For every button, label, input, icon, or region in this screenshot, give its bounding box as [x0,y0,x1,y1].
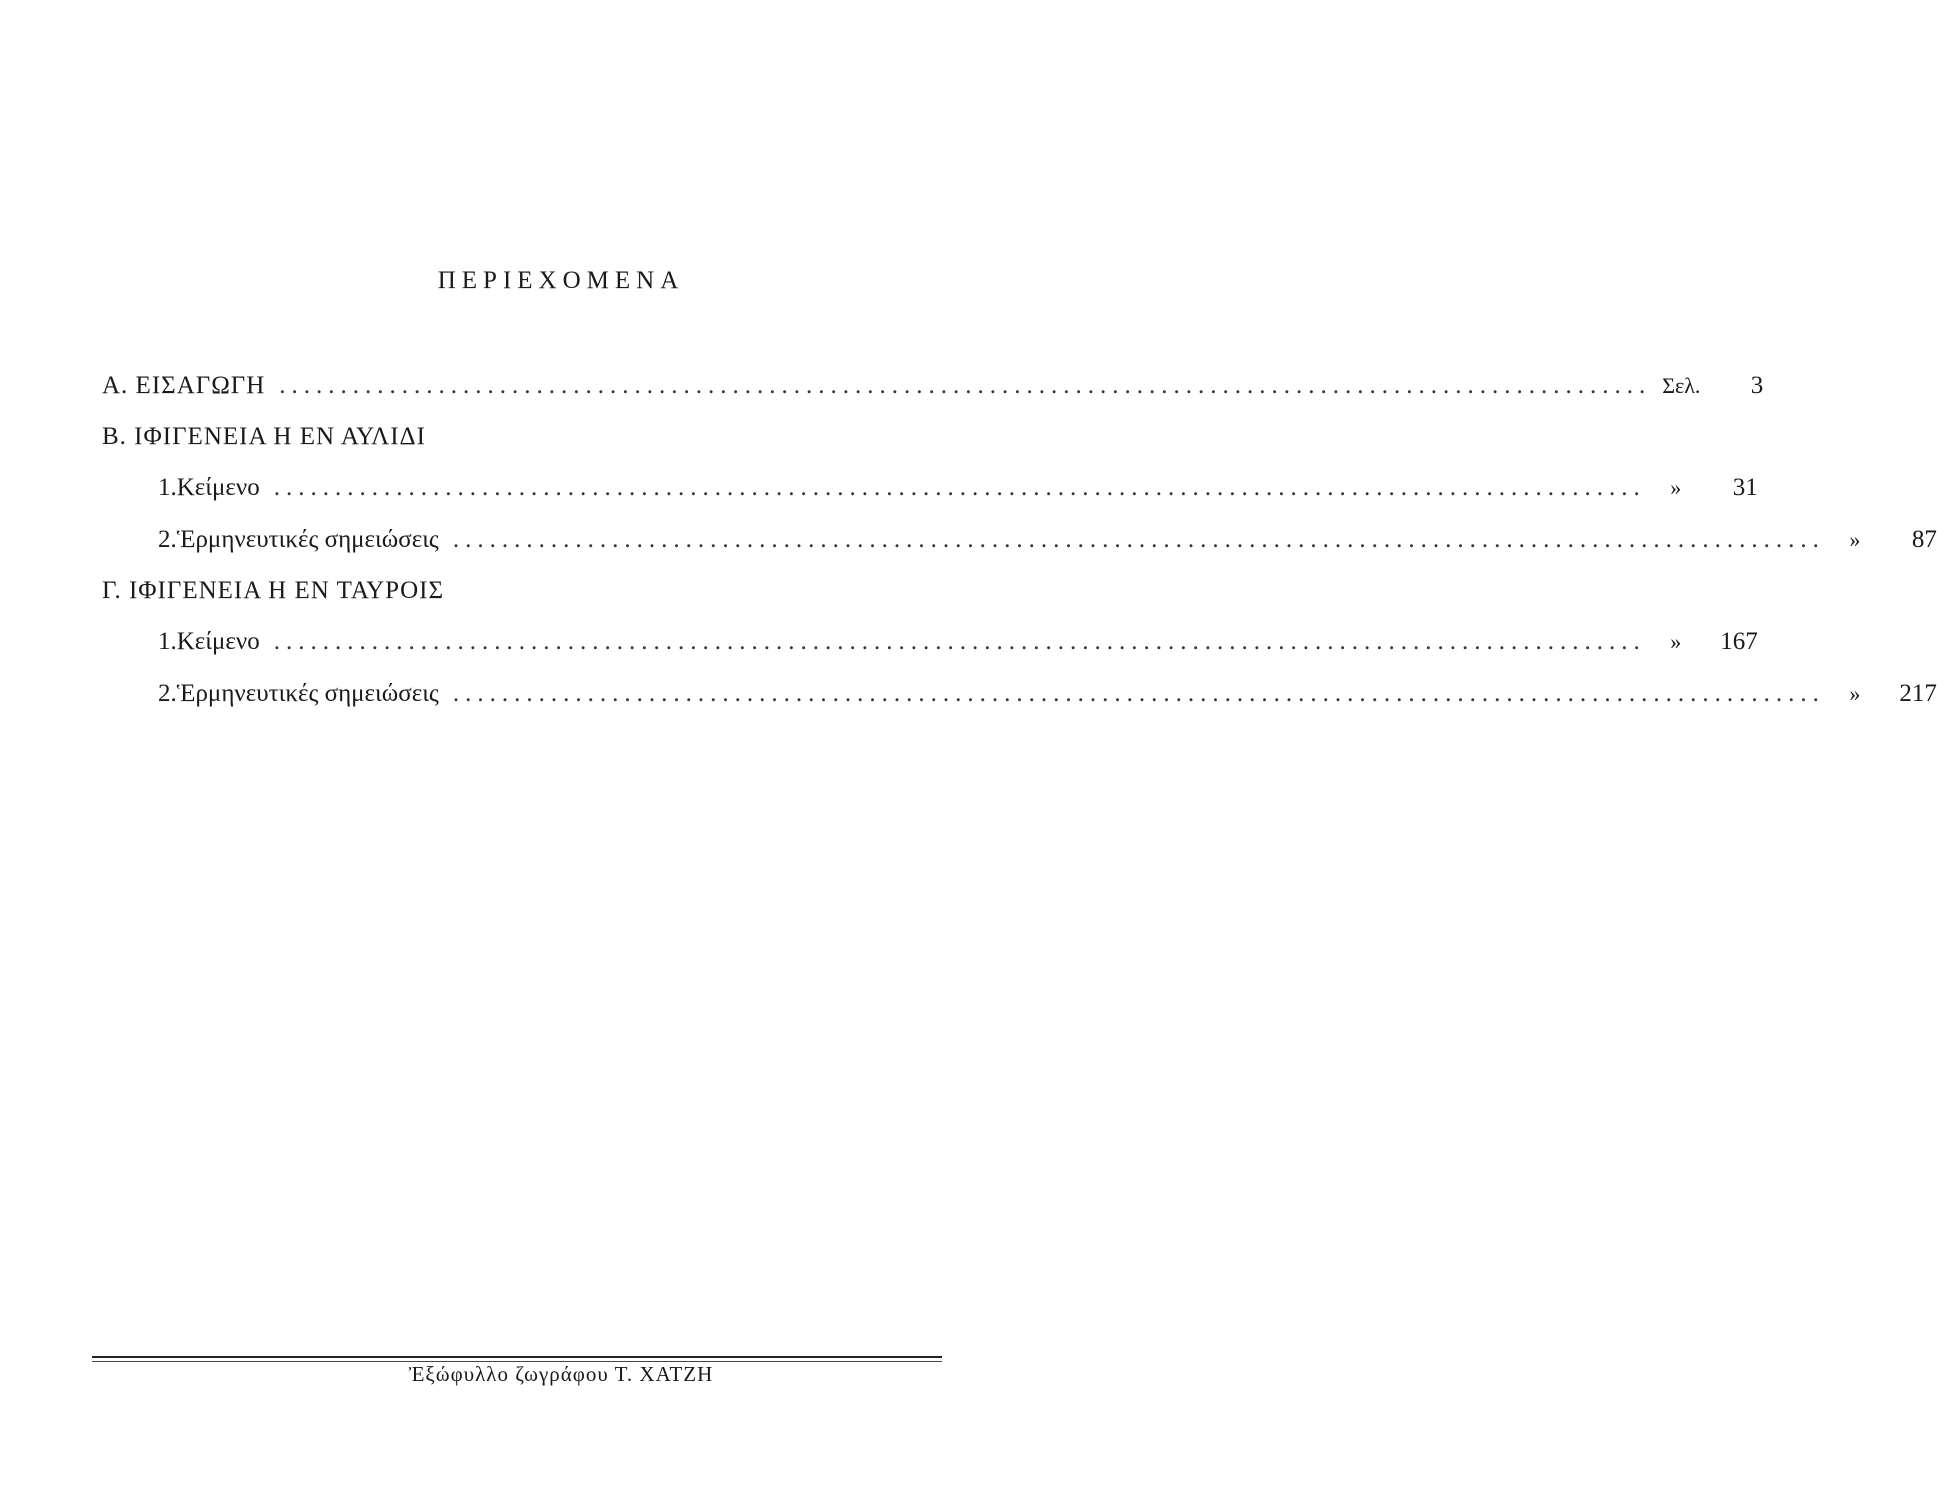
toc-entry-tauris-text[interactable] [102,616,1758,668]
toc-section-label: Β. ΙΦΙΓΕΝΕΙΑ Η ΕΝ ΑΥΛΙΔΙ [102,423,426,450]
footer-divider [92,1356,942,1358]
page-abbreviation: Σελ. [1662,373,1701,398]
page-title: ΠΕΡΙΕΧΟΜΕΝΑ [437,266,685,294]
toc-entry-label: Κείμενο [176,474,260,501]
ditto-mark: » [1849,527,1861,552]
toc-entry-number: 2. [158,526,177,553]
toc-entry-number: 1. [158,474,177,501]
toc-entry-label: Ἑρμηνευτικές σημειώσεις [176,680,439,707]
toc-entry-number: 2. [158,680,177,707]
toc-section-aulis [102,412,940,462]
page-number: 167 [1720,628,1758,655]
page-number: 87 [1911,526,1937,553]
dot-leader: ................................................................................................................ [273,474,1646,501]
dot-leader: ................................................................................................................ [452,526,1825,553]
table-of-contents [102,360,1937,720]
toc-entry-aulis-notes[interactable] [102,514,1937,566]
ditto-mark: » [1849,681,1861,706]
toc-entry-number: 1. [158,628,177,655]
page-number: 3 [1750,372,1764,399]
toc-entry-label: Α. ΕΙΣΑΓΩΓΗ [102,372,266,399]
dot-leader: ................................................................................................................ [452,680,1825,707]
toc-section-label: Γ. ΙΦΙΓΕΝΕΙΑ Η ΕΝ ΤΑΥΡΟΙΣ [102,577,445,604]
toc-entry-tauris-notes[interactable] [102,668,1937,720]
toc-entry-label: Κείμενο [176,628,260,655]
toc-entry-introduction[interactable] [102,360,1764,412]
cover-credit: Ἐξώφυλλο ζωγράφου Τ. ΧΑΤΖΗ [408,1362,714,1386]
toc-section-tauris [102,566,940,616]
page-number: 31 [1732,474,1758,501]
toc-entry-aulis-text[interactable] [102,462,1758,514]
ditto-mark: » [1670,629,1682,654]
dot-leader: ................................................................................................................ [279,372,1652,399]
toc-entry-label: Ἑρμηνευτικές σημειώσεις [176,526,439,553]
dot-leader: ................................................................................................................ [273,628,1646,655]
page-number: 217 [1899,680,1937,707]
ditto-mark: » [1670,475,1682,500]
